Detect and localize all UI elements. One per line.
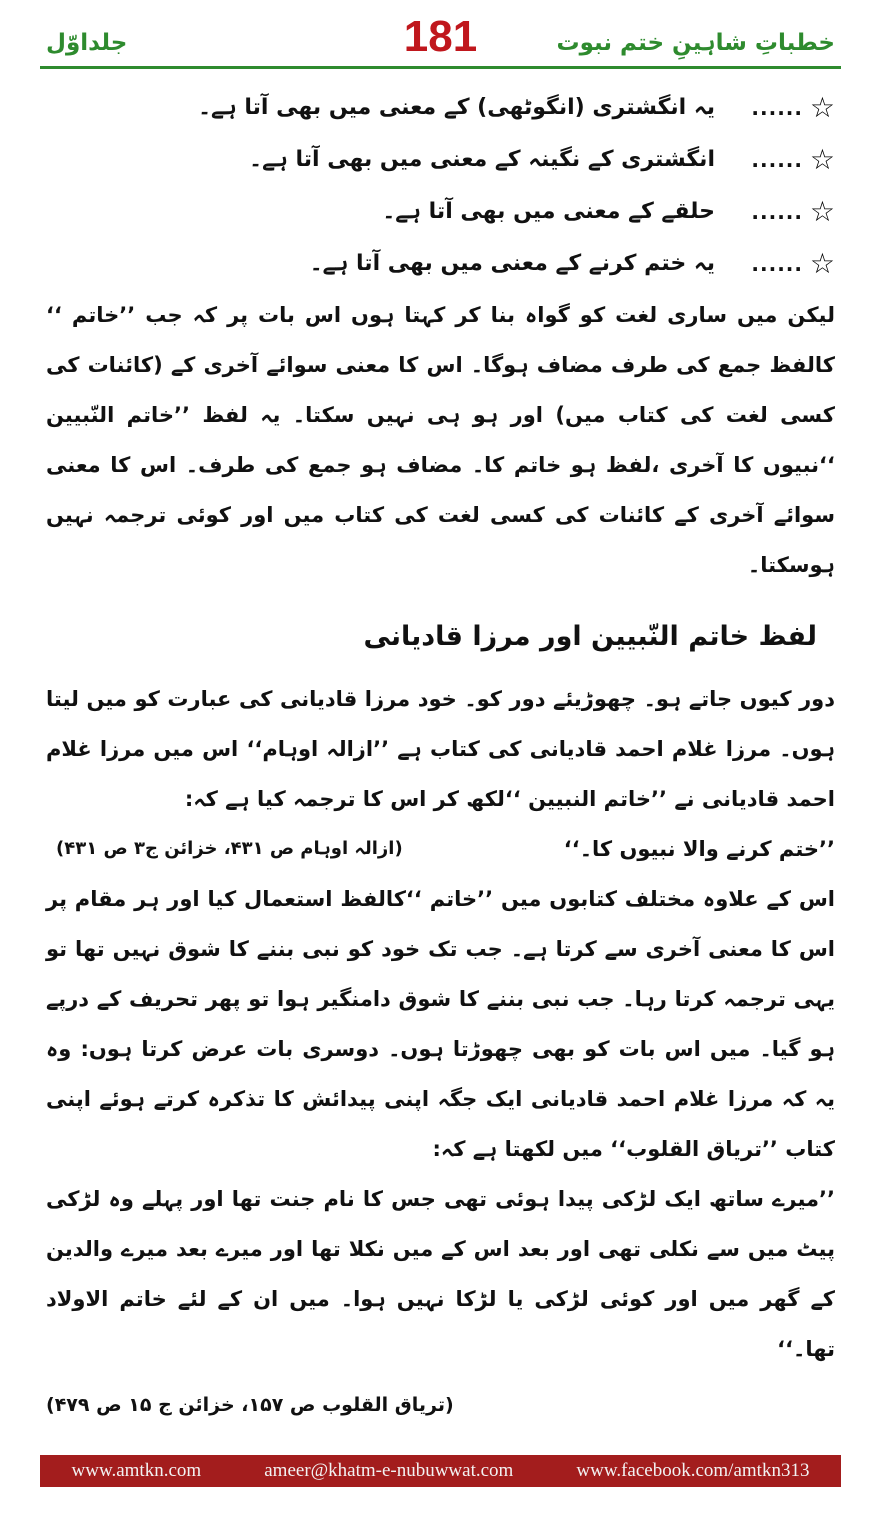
bullet-dots: ...... [751,252,803,276]
paragraph-tahreef: اس کے علاوہ مختلف کتابوں میں ’’خاتم ‘‘کالفظ استعمال کیا اور ہر مقام پر اس کا معنی آخری سے کرتا ہے۔ جب تک خود کو نبی بننے کا شوق نہیں تھا تو یہی ترجمہ کرتا رہا۔ جب نبی بننے کا شوق دامنگیر ہوا تو پھر تحریف کے درپے ہو گیا۔ میں اس بات کو بھی چھوڑتا ہوں۔ دوسری بات عرض کرتا ہوں: وہ یہ کہ مرزا غلام احمد قادیانی ایک جگہ اپنی پیدائش کا تذکرہ کرتے ہوئے اپنی کتاب ’’تریاق القلوب‘‘ میں لکھتا ہے کہ: [46,887,835,1161]
volume-label: جلداوّل [46,30,128,56]
bullet-dots: ...... [751,148,803,172]
bullet-item [46,82,835,134]
bullet-text: یہ ختم کرنے کے معنی میں بھی آتا ہے۔ [309,251,715,276]
quote-tiryaq: ’’میرے ساتھ ایک لڑکی پیدا ہوئی تھی جس کا نام جنت تھا اور پہلے وہ لڑکی پیٹ میں سے نکلی تھی اور بعد اس کے میں نکلا تھا اور میرے بعد میرے والدین کے گھر میں اور کوئی لڑکی یا لڑکا نہیں ہوا۔ میں ان کے لئے خاتم الاولاد تھا۔‘‘ [46,1187,835,1361]
book-title: خطباتِ شاہینِ ختم نبوت [556,30,835,56]
page-footer [40,1455,841,1487]
bullet-text: یہ انگشتری (انگوٹھی) کے معنی میں بھی آتا ہے۔ [198,95,715,120]
bullet-dots: ...... [751,200,803,224]
bullet-text: حلقے کے معنی میں بھی آتا ہے۔ [382,199,715,224]
quote-reference: (ازالہ اوہام ص ۴۳۱، خزائن ج۳ ص ۴۳۱) [56,838,403,859]
star-icon: ☆ [809,143,835,176]
facebook-link[interactable]: www.facebook.com/amtkn313 [576,1460,810,1481]
star-icon: ☆ [809,195,835,228]
paragraph-lughat: لیکن میں ساری لغت کو گواہ بنا کر کہتا ہوں اس بات پر کہ جب ’’خاتم ‘‘ کالفظ جمع کی طرف مضاف ہوگا۔ اس کا معنی سوائے آخری کے (کائنات کی کسی لغت کی کتاب میں) اور ہو ہی نہیں سکتا۔ یہ لفظ ’’خاتم النّبیین ‘‘نبیوں کا آخری ،لفظ ہو خاتم کا۔ مضاف ہو جمع کی طرف۔ اس کا معنی سوائے آخری کے کائنات کی کسی لغت کی کتاب میں اور کوئی ترجمہ نہیں ہوسکتا۔ [46,303,835,577]
bullet-text: انگشتری کے نگینہ کے معنی میں بھی آتا ہے۔ [249,147,715,172]
bullet-item [46,186,835,238]
bullet-item [46,238,835,290]
star-icon: ☆ [809,247,835,280]
bullet-item [46,134,835,186]
page-body [46,82,835,1430]
email-link[interactable]: ameer@khatm-e-nubuwwat.com [264,1460,514,1481]
website-link[interactable]: www.amtkn.com [71,1460,202,1481]
page-number: 181 [403,12,478,61]
paragraph-izala-auham: دور کیوں جاتے ہو۔ چھوڑیئے دور کو۔ خود مرزا قادیانی کی عبارت کو میں لیتا ہوں۔ مرزا غلام احمد قادیانی کی کتاب ہے ’’ازالہ اوہام‘‘ اس میں مرزا غلام احمد قادیانی نے ’’خاتم النبیین ‘‘لکھ کر اس کا ترجمہ کیا ہے کہ: [46,687,835,811]
page-header [40,10,841,68]
star-icon: ☆ [809,91,835,124]
quote-reference: (تریاق القلوب ص ۱۵۷، خزائن ج ۱۵ ص ۴۷۹) [46,1394,454,1416]
bullet-dots: ...... [751,96,803,120]
header-divider [40,66,841,69]
quote-khatam [46,824,835,874]
quote-text: ’’ختم کرنے والا نبیوں کا۔‘‘ [563,837,835,861]
section-heading: لفظ خاتم النّبیین اور مرزا قادیانی [363,621,817,652]
